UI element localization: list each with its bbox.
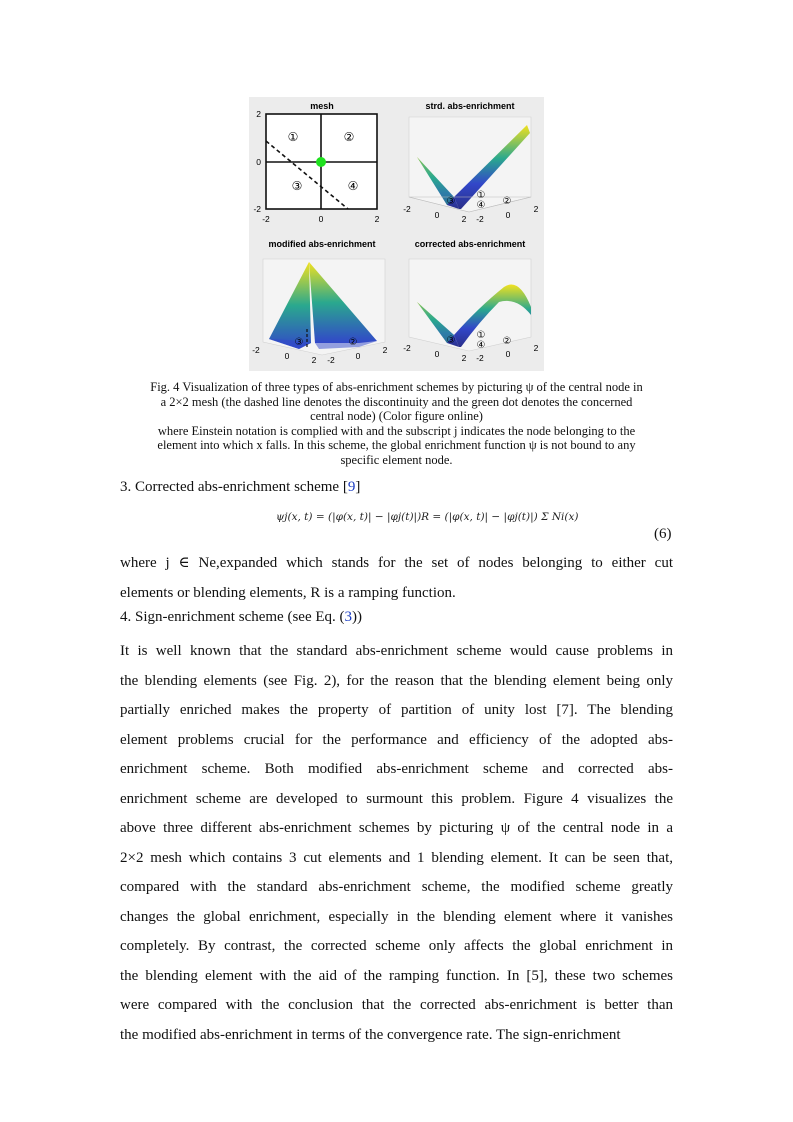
figure-4 <box>249 97 544 371</box>
item-4-close: )) <box>352 609 363 625</box>
text-line: completely. By contrast, the corrected scheme only affects the global enrichment in <box>120 938 673 954</box>
text-line: were compared with the conclusion that the corrected abs-enrichment is better than <box>120 997 673 1013</box>
corrected-surface <box>409 259 531 351</box>
corrected-tick-e: 0 <box>505 349 511 359</box>
where-paragraph <box>120 549 673 608</box>
mesh-title: mesh <box>310 101 334 111</box>
strd-label-2: ② <box>502 196 512 207</box>
strd-tick-f: 2 <box>533 204 539 214</box>
modified-surface <box>263 259 385 355</box>
text-line: element problems crucial for the performance and efficiency of the adopted abs- <box>120 731 673 748</box>
corrected-label-3: ③ <box>446 335 456 346</box>
strd-surface <box>409 117 531 212</box>
text-line: the blending elements (see Fig. 2), for the reason that the blending element being only <box>120 672 673 689</box>
reference-link[interactable]: 3 <box>344 609 353 625</box>
reference-link[interactable]: 9 <box>347 479 356 495</box>
figure-caption <box>120 380 673 467</box>
caption-line: central node) (Color figure online) <box>310 409 483 423</box>
strd-tick-d: -2 <box>476 214 484 224</box>
strd-title: strd. abs-enrichment <box>425 101 515 111</box>
item-4-text: 4. Sign-enrichment scheme (see Eq. ( <box>120 609 345 625</box>
strd-label-1: ① <box>476 190 486 201</box>
text-line: elements or blending elements, R is a ramping function. <box>120 584 456 601</box>
strd-label-3: ③ <box>446 196 456 207</box>
text-line: enrichment scheme are developed to surmount this problem. Figure 4 visualizes the <box>120 790 673 807</box>
mesh-element-1: ① <box>287 130 299 144</box>
body-paragraph <box>120 637 673 1050</box>
figure-4-graphic <box>249 97 544 371</box>
item-4-heading <box>120 609 362 626</box>
strd-tick-e: 0 <box>505 210 511 220</box>
caption-line: specific element node. <box>340 452 453 467</box>
mesh-ytick-0: 0 <box>256 157 261 167</box>
text-line: above three different abs-enrichment schemes by picturing ψ of the central node in a <box>120 820 673 836</box>
corrected-tick-c: 2 <box>461 353 467 363</box>
text-line: enrichment scheme. Both modified abs-enrichment scheme and corrected abs- <box>120 761 673 777</box>
strd-tick-a: -2 <box>403 204 411 214</box>
text-line: where j ∈ Ne,expanded which stands for the set of nodes belonging to either cut <box>120 555 673 571</box>
text-line: compared with the standard abs-enrichment scheme, the modified scheme greatly <box>120 879 673 895</box>
modified-label-3: ③ <box>294 337 304 348</box>
item-3-text: 3. Corrected abs-enrichment scheme [ <box>120 479 348 495</box>
mesh-element-3: ③ <box>291 179 303 193</box>
modified-label-2: ② <box>348 337 358 348</box>
item-3-close: ] <box>355 479 361 495</box>
equation-number: (6) <box>654 526 672 542</box>
caption-line: where Einstein notation is complied with and the subscript j indicates the node belonging to the <box>157 423 636 438</box>
text-line: It is well known that the standard abs-enrichment scheme would cause problems in <box>120 643 673 659</box>
modified-tick-b: 0 <box>284 351 290 361</box>
corrected-label-4: ④ <box>476 340 486 351</box>
corrected-label-1: ① <box>476 330 486 341</box>
corrected-title: corrected abs-enrichment <box>414 239 526 249</box>
text-line: the blending element with the aid of the ramping function. In [5], these two schemes <box>120 967 673 984</box>
item-3-heading <box>120 479 360 496</box>
modified-tick-c: 2 <box>311 355 317 365</box>
mesh-ytick-neg2: -2 <box>253 204 261 214</box>
corrected-tick-a: -2 <box>403 343 411 353</box>
text-line: partially enriched makes the property of partition of unity lost [7]. The blending <box>120 702 673 718</box>
corrected-tick-b: 0 <box>434 349 440 359</box>
strd-tick-c: 2 <box>461 214 467 224</box>
equation-6: ψj(x, t) = (|φ(x, t)| − |φj(t)|)R = (|φ(x, t)| − |φj(t)|) Σ Ni(x) <box>276 511 579 523</box>
modified-tick-a: -2 <box>252 345 260 355</box>
mesh-element-2: ② <box>343 130 355 144</box>
mesh-element-4: ④ <box>347 179 359 193</box>
text-line: the modified abs-enrichment in terms of the convergence rate. The sign-enrichment <box>120 1026 621 1043</box>
corrected-label-2: ② <box>502 336 512 347</box>
caption-line: Fig. 4 Visualization of three types of abs-enrichment schemes by picturing ψ of the central node in <box>150 380 643 394</box>
mesh-xtick-neg2: -2 <box>262 214 270 224</box>
text-line: 2×2 mesh which contains 3 cut elements and 1 blending element. It can be seen that, <box>120 849 673 866</box>
modified-tick-d: -2 <box>327 355 335 365</box>
caption-line: a 2×2 mesh (the dashed line denotes the discontinuity and the green dot denotes the concerned <box>160 394 633 409</box>
modified-tick-e: 0 <box>355 351 361 361</box>
corrected-tick-f: 2 <box>533 343 539 353</box>
modified-tick-f: 2 <box>382 345 388 355</box>
strd-label-4: ④ <box>476 200 486 211</box>
strd-tick-b: 0 <box>434 210 440 220</box>
mesh-xtick-0: 0 <box>318 214 324 224</box>
caption-line: element into which x falls. In this scheme, the global enrichment function ψ is not bound to any <box>157 438 636 452</box>
modified-title: modified abs-enrichment <box>268 239 376 249</box>
mesh-xtick-2: 2 <box>374 214 380 224</box>
text-line: changes the global enrichment, especially in the blending element where it vanishes <box>120 908 673 925</box>
central-node-dot <box>316 157 326 167</box>
mesh-ytick-2: 2 <box>256 109 261 119</box>
corrected-tick-d: -2 <box>476 353 484 363</box>
